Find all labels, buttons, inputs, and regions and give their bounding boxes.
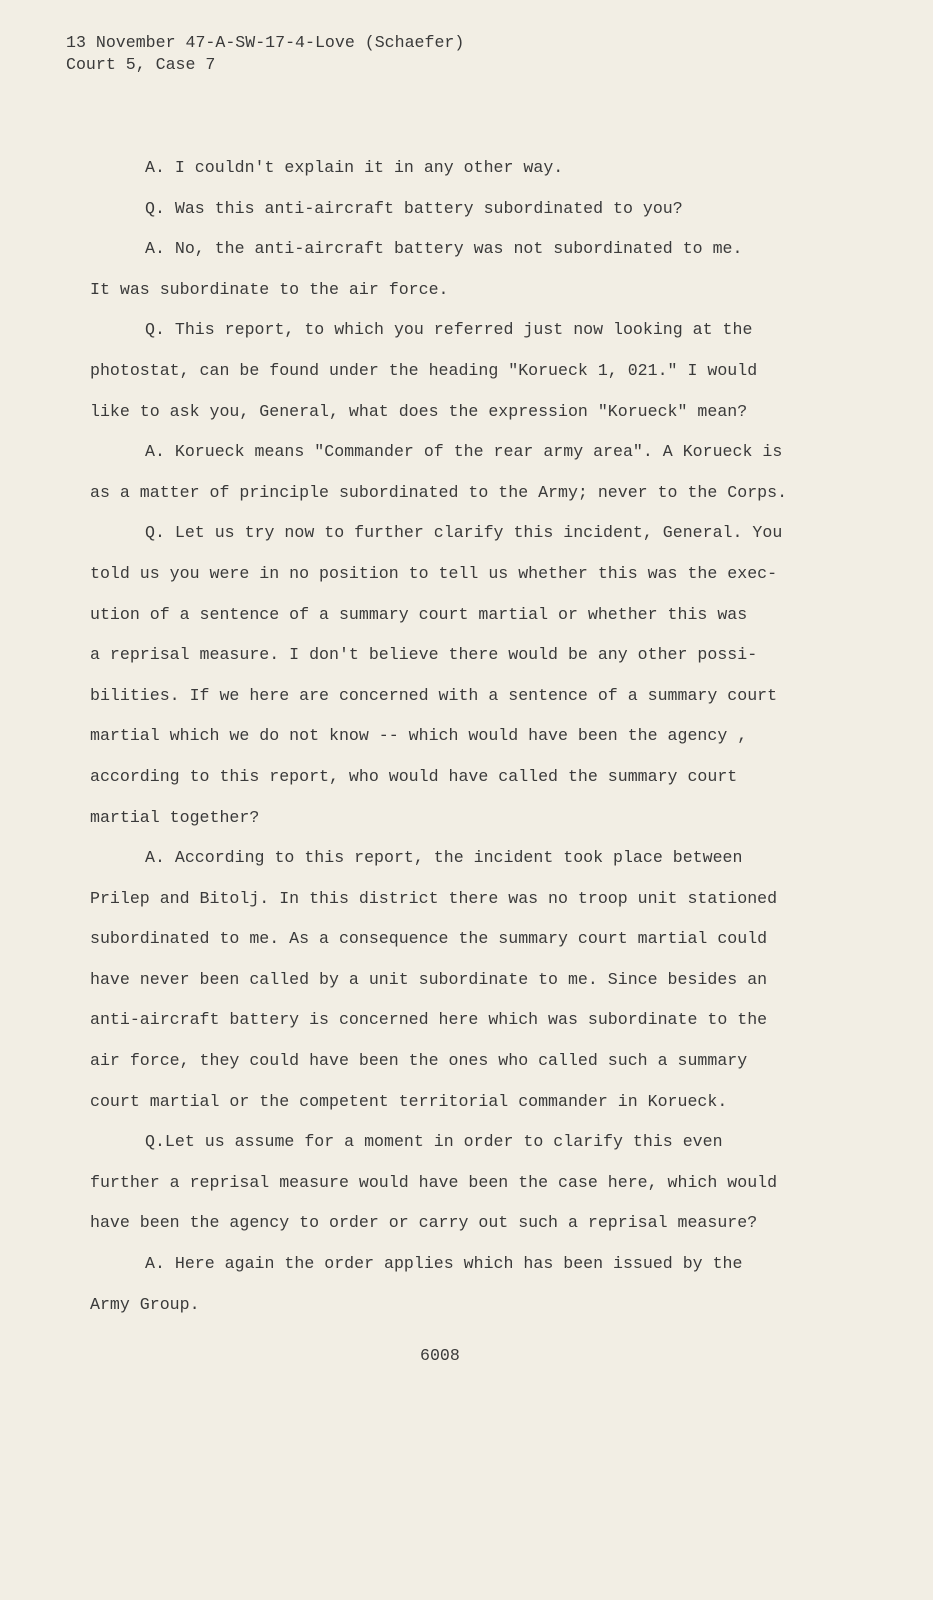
text-line: anti-aircraft battery is concerned here which was subordinate to the [90,1010,768,1030]
text-line: bilities. If we here are concerned with a sentence of a summary court [90,685,778,705]
text-line: Prilep and Bitolj. In this district there was no troop unit stationed [90,888,778,908]
text-line: have been the agency to order or carry out such a reprisal measure? [90,1213,758,1233]
text-line: further a reprisal measure would have been the case here, which would [90,1172,778,1192]
text-line: Q. Was this anti-aircraft battery subordinated to you? [145,198,683,218]
header-court-case: Court 5, Case 7 [66,55,216,74]
text-line: a reprisal measure. I don't believe there would be any other possi- [90,645,758,665]
text-line: as a matter of principle subordinated to the Army; never to the Corps. [90,482,788,502]
page-number: 6008 [420,1346,460,1365]
text-line: It was subordinate to the air force. [90,279,449,299]
text-line: like to ask you, General, what does the expression "Korueck" mean? [90,401,748,421]
header-date-reference: 13 November 47-A-SW-17-4-Love (Schaefer) [66,33,465,52]
text-line: court martial or the competent territorial commander in Korueck. [90,1091,728,1111]
transcript-paragraph [90,1122,910,1244]
text-line: martial which we do not know -- which would have been the agency , [90,726,748,746]
text-line: ution of a sentence of a summary court martial or whether this was [90,604,748,624]
transcript-body [90,148,910,1325]
text-line: Q.Let us assume for a moment in order to clarify this even [145,1132,723,1152]
transcript-paragraph [90,310,910,432]
text-line: photostat, can be found under the heading "Korueck 1, 021." I would [90,360,758,380]
text-line: Q. This report, to which you referred just now looking at the [145,320,753,340]
transcript-paragraph [90,513,910,838]
text-line: A. I couldn't explain it in any other way. [145,158,564,177]
text-line: subordinated to me. As a consequence the summary court martial could [90,929,768,949]
text-line: have never been called by a unit subordinate to me. Since besides an [90,969,768,989]
text-line: A. Here again the order applies which has been issued by the [145,1254,743,1274]
text-line: according to this report, who would have called the summary court [90,766,738,786]
transcript-paragraph [90,1244,910,1325]
text-line: A. According to this report, the incident took place between [145,848,743,868]
text-line: A. No, the anti-aircraft battery was not subordinated to me. [145,239,743,259]
text-line: Q. Let us try now to further clarify this incident, General. You [145,523,783,543]
transcript-paragraph [90,838,910,1122]
transcript-paragraph [90,148,910,189]
text-line: A. Korueck means "Commander of the rear army area". A Korueck is [145,442,783,462]
document-header [66,32,464,76]
text-line: Army Group. [90,1294,200,1314]
text-line: air force, they could have been the ones who called such a summary [90,1051,748,1071]
text-line: martial together? [90,807,260,827]
text-line: told us you were in no position to tell us whether this was the exec- [90,563,778,583]
transcript-paragraph [90,432,910,513]
transcript-paragraph [90,189,910,230]
transcript-paragraph [90,229,910,310]
